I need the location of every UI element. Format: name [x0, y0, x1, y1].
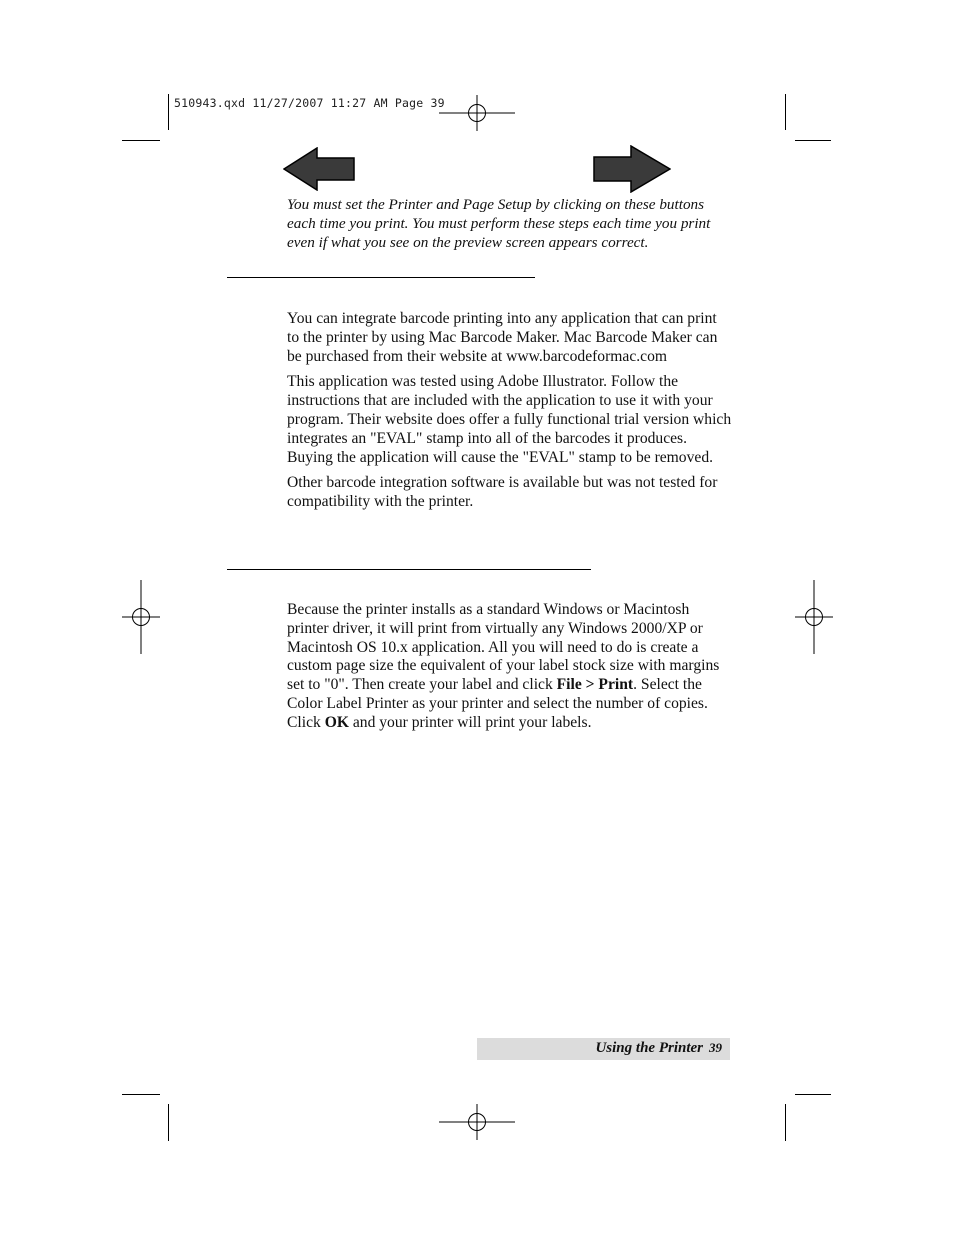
registration-mark-left	[122, 580, 160, 654]
crop-mark-top-right-h	[795, 140, 831, 141]
section-rule	[227, 277, 535, 278]
crop-mark-bottom-right-h	[795, 1094, 831, 1095]
printing-paragraph: Because the printer installs as a standard Windows or Macintosh printer driver, it will print from virtually any Windows 2000/XP or Macintosh OS 10.x application. All you will need to do is create a custom page size the equivalent of your label stock size with margins set to "0". Then create your label and click File > Print. Select the Color Label Printer as your printer and select the number of copies. Click OK and your printer will print your labels.	[287, 601, 720, 731]
file-print-command: File > Print	[556, 676, 634, 694]
crop-mark-bottom-left-h	[122, 1094, 160, 1095]
footer-section-title: Using the Printer	[595, 1040, 703, 1056]
barcode-paragraph-2: This application was tested using Adobe Illustrator. Follow the instructions that are included with the application to use it with your program. Their website does offer a fully functional trial version which integrates an "EVAL" stamp into all of the barcodes it produces. Buying the application will cause the "EVAL" stamp to be removed.	[287, 373, 732, 466]
crop-mark-top-left-v	[168, 94, 169, 130]
registration-mark-bottom	[439, 1104, 515, 1140]
slug-line: 510943.qxd 11/27/2007 11:27 AM Page 39	[174, 96, 445, 110]
barcode-section	[287, 310, 732, 519]
barcode-paragraph-1: You can integrate barcode printing into any application that can print to the printer by using Mac Barcode Maker. Mac Barcode Maker can be purchased from their website at www.barcodeformac.com	[287, 310, 718, 365]
barcode-paragraph-3: Other barcode integration software is available but was not tested for compatibility with the printer.	[287, 474, 718, 511]
crop-mark-bottom-right-v	[785, 1104, 786, 1141]
crop-mark-top-right-v	[785, 94, 786, 130]
forward-arrow-icon[interactable]	[593, 145, 671, 198]
section-rule	[227, 569, 591, 570]
page-footer	[477, 1038, 730, 1060]
registration-mark-right	[795, 580, 833, 654]
registration-mark-top	[439, 95, 515, 131]
ok-command: OK	[324, 713, 349, 731]
printing-section	[287, 601, 732, 740]
printer-setup-note: You must set the Printer and Page Setup by clicking on these buttons each time you print. You must perform these steps each time you print even if what you see on the preview screen appears correct.	[287, 196, 711, 251]
back-arrow-icon[interactable]	[283, 147, 355, 196]
crop-mark-bottom-left-v	[168, 1104, 169, 1141]
page-number: 39	[709, 1040, 722, 1055]
crop-mark-top-left-h	[122, 140, 160, 141]
